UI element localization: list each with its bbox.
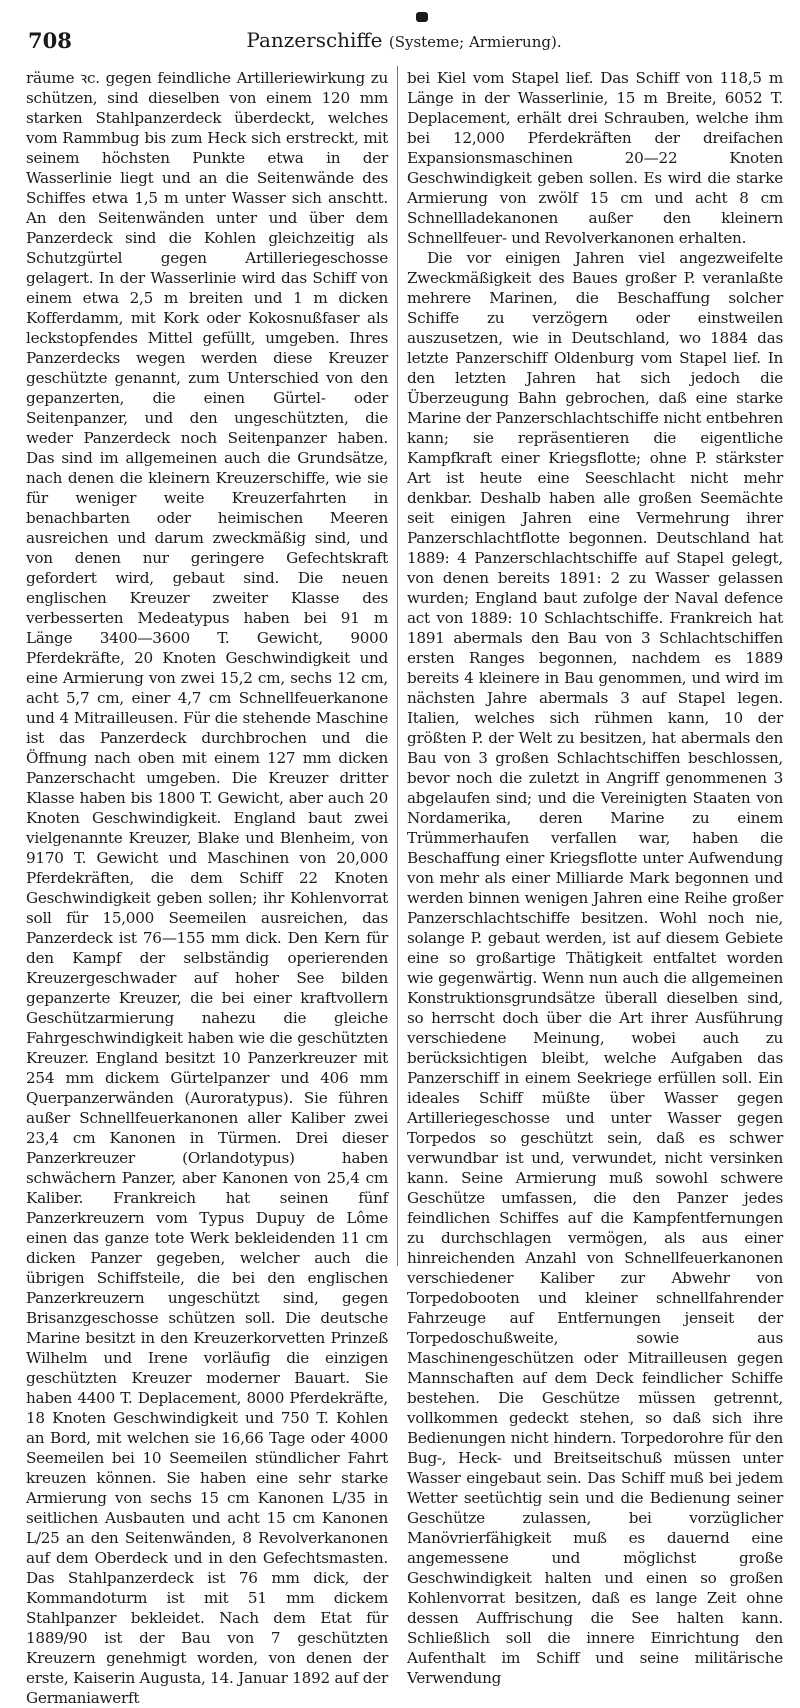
header-ornament bbox=[416, 12, 428, 22]
left-column bbox=[26, 68, 388, 1707]
running-title-main: Panzerschiffe bbox=[246, 28, 383, 52]
paragraph: räume ꝛc. gegen feindliche Artilleriewirkung zu schützen, sind dieselben von einem 120 mm starken Stahlpanzerdeck überdeckt, welches vom Rammbug bis zum Heck sich erstreckt, mit seinem höchsten Punkte etwa in der Wasserlinie liegt und an die Seitenwände des Schiffes etwa 1,5 m unter Wasser sich anschtt. An den Seitenwänden unter und über dem Panzerdeck sind die Kohlen gleichzeitig als Schutzgürtel gegen Artilleriegeschosse gelagert. In der Wasserlinie wird das Schiff von einem etwa 2,5 m breiten und 1 m dicken Kofferdamm, mit Kork oder Kokosnußfaser als leckstopfendes Mittel gefüllt, umgeben. Ihres Panzerdecks wegen werden diese Kreuzer geschützte genannt, zum Unterschied von den gepanzerten, die einen Gürtel- oder Seitenpanzer, und den ungeschützten, die weder Panzerdeck noch Seitenpanzer haben. Das sind im allgemeinen auch die Grundsätze, nach denen die kleinern Kreuzerschiffe, wie sie für weniger weite Kreuzerfahrten in benachbarten oder heimischen Meeren ausreichen und darum zweckmäßig sind, und von denen nur geringere Gefechtskraft gefordert wird, gebaut sind. Die neuen englischen Kreuzer zweiter Klasse des verbesserten Medeatypus haben bei 91 m Länge 3400—3600 T. Gewicht, 9000 Pferdekräfte, 20 Knoten Geschwindigkeit und eine Armierung von zwei 15,2 cm, sechs 12 cm, acht 5,7 cm, einer 4,7 cm Schnellfeuerkanone und 4 Mitrailleusen. Für die stehende Maschine ist das Panzerdeck durchbrochen und die Öffnung nach oben mit einem 127 mm dicken Panzerschacht umgeben. Die Kreuzer dritter Klasse haben bis 1800 T. Gewicht, aber auch 20 Knoten Geschwindigkeit. England baut zwei vielgenannte Kreuzer, Blake und Blenheim, von 9170 T. Gewicht und Maschinen von 20,000 Pferdekräften, die dem Schiff 22 Knoten Geschwindigkeit geben sollen; ihr Kohlenvorrat soll für 15,000 Seemeilen ausreichen, das Panzerdeck ist 76—155 mm dick. Den Kern für den Kampf der selbständig operierenden Kreuzergeschwader auf hoher See bilden gepanzerte Kreuzer, die bei einer kraftvollern Geschützarmierung nahezu die gleiche Fahrgeschwindigkeit haben wie die geschützten Kreuzer. England besitzt 10 Panzerkreuzer mit 254 mm dickem Gürtelpanzer und 406 mm Querpanzerwänden (Auroratypus). Sie führen außer Schnellfeuerkanonen aller Kaliber zwei 23,4 cm Kanonen in Türmen. Drei dieser Panzerkreuzer (Orlandotypus) haben schwächern Panzer, aber Kanonen von 25,4 cm Kaliber. Frankreich hat seinen fünf Panzerkreuzern vom Typus Dupuy de Lôme einen das ganze tote Werk bekleidenden 11 cm dicken Panzer gegeben, welcher auch die übrigen Schiffsteile, die bei den englischen Panzerkreuzern ungeschützt sind, gegen Brisanzgeschosse schützen soll. Die deutsche Marine besitzt in den Kreuzerkorvetten Prinzeß Wilhelm und Irene vorläufig die einzigen geschützten Kreuzer moderner Bauart. Sie haben 4400 T. Deplacement, 8000 Pferdekräfte, 18 Knoten Geschwindigkeit und 750 T. Kohlen an Bord, mit welchen sie 16,66 Tage oder 4000 Seemeilen bei 10 Seemeilen stündlicher Fahrt kreuzen können. Sie haben eine sehr starke Armierung von sechs 15 cm Kanonen L/35 in seitlichen Ausbauten und acht 15 cm Kanonen L/25 an den Seitenwänden, 8 Revolverkanonen auf dem Oberdeck und in den Gefechtsmasten. Das Stahlpanzerdeck ist 76 mm dick, der Kommandoturm ist mit 51 mm dickem Stahlpanzer bekleidet. Nach dem Etat für 1889/90 ist der Bau von 7 geschützten Kreuzern genehmigt worden, von denen der erste, Kaiserin Augusta, 14. Januar 1892 auf der Germaniawerft bbox=[26, 69, 388, 1707]
running-title-sub: (Systeme; Armierung). bbox=[388, 33, 562, 51]
running-title bbox=[28, 28, 780, 52]
page-number: 708 bbox=[28, 28, 72, 53]
column-divider bbox=[397, 66, 398, 1266]
right-column bbox=[407, 68, 783, 1687]
paragraph: Die vor einigen Jahren viel angezweifelte Zweckmäßigkeit des Baues großer P. veranlaßte mehrere Marinen, die Beschaffung solcher Schiffe zu verzögern oder einstweilen auszusetzen, wie in Deutschland, wo 1884 das letzte Panzerschiff Oldenburg vom Stapel lief. In den letzten Jahren hat sich jedoch die Überzeugung Bahn gebrochen, daß eine starke Marine der Panzerschlachtschiffe nicht entbehren kann; sie repräsentieren die eigentliche Kampfkraft einer Kriegsflotte; ohne P. stärkster Art ist heute eine Seeschlacht nicht mehr denkbar. Deshalb haben alle großen Seemächte seit einigen Jahren eine Vermehrung ihrer Panzerschlachtflotte begonnen. Deutschland hat 1889: 4 Panzerschlachtschiffe auf Stapel gelegt, von denen bereits 1891: 2 zu Wasser gelassen wurden; England baut zufolge der Naval defence act von 1889: 10 Schlachtschiffe. Frankreich hat 1891 abermals den Bau von 3 Schlachtschiffen ersten Ranges begonnen, nachdem es 1889 bereits 4 kleinere in Bau genommen, und wird im nächsten Jahre abermals 3 auf Stapel legen. Italien, welches sich rühmen kann, 10 der größten P. der Welt zu besitzen, hat abermals den Bau von 3 großen Schlachtschiffen beschlossen, bevor noch die zuletzt in Angriff genommenen 3 abgelaufen sind; und die Vereinigten Staaten von Nordamerika, deren Marine zu einem Trümmerhaufen verfallen war, haben die Beschaffung einer Kriegsflotte unter Aufwendung von mehr als einer Milliarde Mark begonnen und werden binnen wenigen Jahren eine Reihe großer Panzerschlachtschiffe besitzen. Wohl noch nie, solange P. gebaut werden, ist auf diesem Gebiete eine so großartige Thätigkeit entfaltet worden wie gegenwärtig. Wenn nun auch die allgemeinen Konstruktionsgrundsätze überall dieselben sind, so herrscht doch über die Art ihrer Ausführung verschiedene Meinung, wobei auch zu berücksichtigen bleibt, welche Aufgaben das Panzerschiff in einem Seekriege erfüllen soll. Ein ideales Schiff müßte über Wasser gegen Artilleriegeschosse und unter Wasser gegen Torpedos so geschützt sein, daß es schwer verwundbar ist und, verwundet, nicht versinken kann. Seine Armierung muß sowohl schwere Geschütze umfassen, die den Panzer jedes feindlichen Schiffes auf die Kampfentfernungen zu durchschlagen vermögen, als aus einer hinreichenden Anzahl von Schnellfeuerkanonen verschiedener Kaliber zur Abwehr von Torpedobooten und kleiner schnellfahrender Fahrzeuge auf Entfernungen jenseit der Torpedoschußweite, sowie aus Maschinengeschützen oder Mitrailleusen gegen Mannschaften auf dem Deck feindlicher Schiffe bestehen. Die Geschütze müssen getrennt, vollkommen gedeckt stehen, so daß sich ihre Bedienungen nicht hindern. Torpedorohre für den Bug-, Heck- und Breitseitschuß müssen unter Wasser eingebaut sein. Das Schiff muß bei jedem Wetter seetüchtig sein und die Bedienung seiner Geschütze zulassen, bei vorzüglicher Manövrierfähigkeit muß es dauernd eine angemessene und möglichst große Geschwindigkeit halten und einen so großen Kohlenvorrat besitzen, daß es lange Zeit ohne dessen Auffrischung die See halten kann. Schließlich soll die innere Einrichtung den Aufenthalt im Schiff und seine militärische Verwendung bbox=[407, 249, 783, 1687]
paragraph: bei Kiel vom Stapel lief. Das Schiff von 118,5 m Länge in der Wasserlinie, 15 m Breite, 6052 T. Deplacement, erhält drei Schrauben, welche ihm bei 12,000 Pferdekräften der dreifachen Expansionsmaschinen 20—22 Knoten Geschwindigkeit geben sollen. Es wird die starke Armierung von zwölf 15 cm und acht 8 cm Schnellladekanonen außer den kleinern Schnellfeuer- und Revolverkanonen erhalten. bbox=[407, 69, 783, 247]
page-header bbox=[28, 26, 780, 60]
